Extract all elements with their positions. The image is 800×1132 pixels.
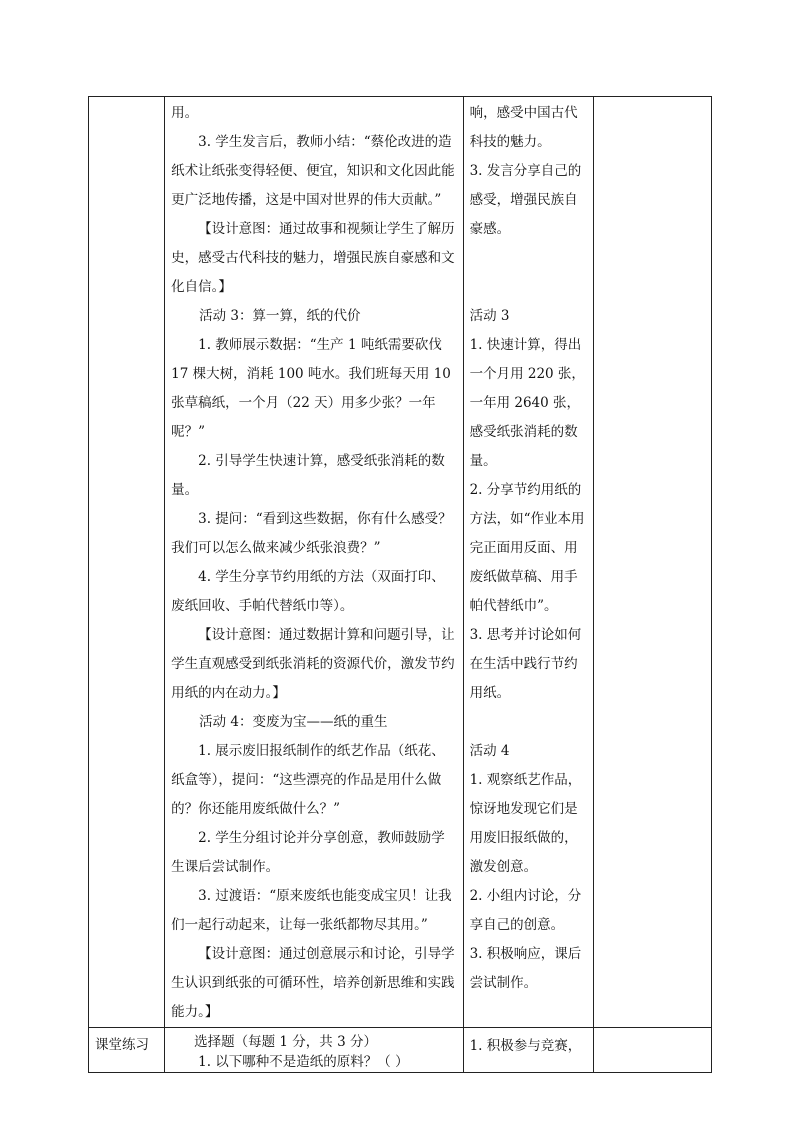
paragraph: 2. 引导学生快速计算，感受纸张消耗的数量。 xyxy=(171,453,445,498)
paragraph: 1. 观察纸艺作品，惊讶地发现它们是用废旧报纸做的，激发创意。 xyxy=(469,772,582,875)
paragraph: 响，感受中国古代科技的魅力。 xyxy=(469,105,578,150)
paragraph: 选择题（每题 1 分，共 3 分） xyxy=(194,1034,377,1050)
paragraph: 用。 xyxy=(171,105,199,121)
paragraph: 2. 分享节约用纸的方法，如“作业本用完正面用反面、用废纸做草稿、用手帕代替纸巾”。 xyxy=(469,482,585,614)
activity-title: 活动 4：变废为宝——纸的重生 xyxy=(199,714,388,730)
table-row xyxy=(89,97,712,1028)
paragraph: 1. 以下哪种不是造纸的原料？（ ） xyxy=(198,1054,409,1070)
activity-title: 活动 3 xyxy=(469,308,510,324)
design-intent-note: 【设计意图：通过故事和视频让学生了解历史，感受古代科技的魅力，增强民族自豪感和文化自信。】 xyxy=(171,221,455,295)
notes-cell xyxy=(593,1028,711,1073)
paragraph: 3. 发言分享自己的感受，增强民族自豪感。 xyxy=(469,163,582,237)
stage-label-cell xyxy=(89,1028,165,1073)
paragraph: 3. 积极响应，课后尝试制作。 xyxy=(469,946,582,991)
paragraph: 4. 学生分享节约用纸的方法（双面打印、废纸回收、手帕代替纸巾等）。 xyxy=(171,569,445,614)
paragraph: 1. 展示废旧报纸制作的纸艺作品（纸花、纸盒等），提问：“这些漂亮的作品是用什么做的？你还能用废纸做什么？” xyxy=(171,743,445,817)
design-intent-note: 【设计意图：通过创意展示和讨论，引导学生认识到纸张的可循环性，培养创新思维和实践能力。】 xyxy=(171,946,455,1020)
paragraph: 1. 积极参与竞赛， xyxy=(469,1038,582,1054)
student-activity-cell xyxy=(463,97,593,1028)
paragraph: 3. 思考并讨论如何在生活中践行节约用纸。 xyxy=(469,627,582,701)
paragraph: 3. 学生发言后，教师小结：“蔡伦改进的造纸术让纸张变得轻便、便宜，知识和文化因此能更广泛地传播，这是中国对世界的伟大贡献。” xyxy=(171,134,455,208)
activity-title: 活动 4 xyxy=(469,743,510,759)
lesson-plan-table xyxy=(88,96,712,1073)
student-activity-cell xyxy=(463,1028,593,1073)
paragraph: 1. 快速计算，得出一个月用 220 张，一年用 2640 张，感受纸张消耗的数量。 xyxy=(469,337,585,469)
teacher-activity-cell xyxy=(165,97,463,1028)
notes-cell xyxy=(593,97,711,1028)
paragraph: 2. 学生分组讨论并分享创意，教师鼓励学生课后尝试制作。 xyxy=(171,830,445,875)
design-intent-note: 【设计意图：通过数据计算和问题引导，让学生直观感受到纸张消耗的资源代价，激发节约用纸的内在动力。】 xyxy=(171,627,455,701)
table-row xyxy=(89,1028,712,1073)
teacher-activity-cell xyxy=(165,1028,463,1073)
paragraph: 3. 提问：“看到这些数据，你有什么感受？我们可以怎么做来减少纸张浪费？” xyxy=(171,511,452,556)
paragraph: 3. 过渡语：“原来废纸也能变成宝贝！让我们一起行动起来，让每一张纸都物尽其用。” xyxy=(171,888,452,933)
stage-label: 课堂练习 xyxy=(95,1037,149,1053)
paragraph: 1. 教师展示数据：“生产 1 吨纸需要砍伐 17 棵大树，消耗 100 吨水。我们班每天用 10 张草稿纸，一个月（22 天）用多少张？一年呢？” xyxy=(171,337,451,440)
paragraph: 2. 小组内讨论，分享自己的创意。 xyxy=(469,888,582,933)
activity-title: 活动 3：算一算，纸的代价 xyxy=(199,308,361,324)
stage-cell xyxy=(89,97,165,1028)
